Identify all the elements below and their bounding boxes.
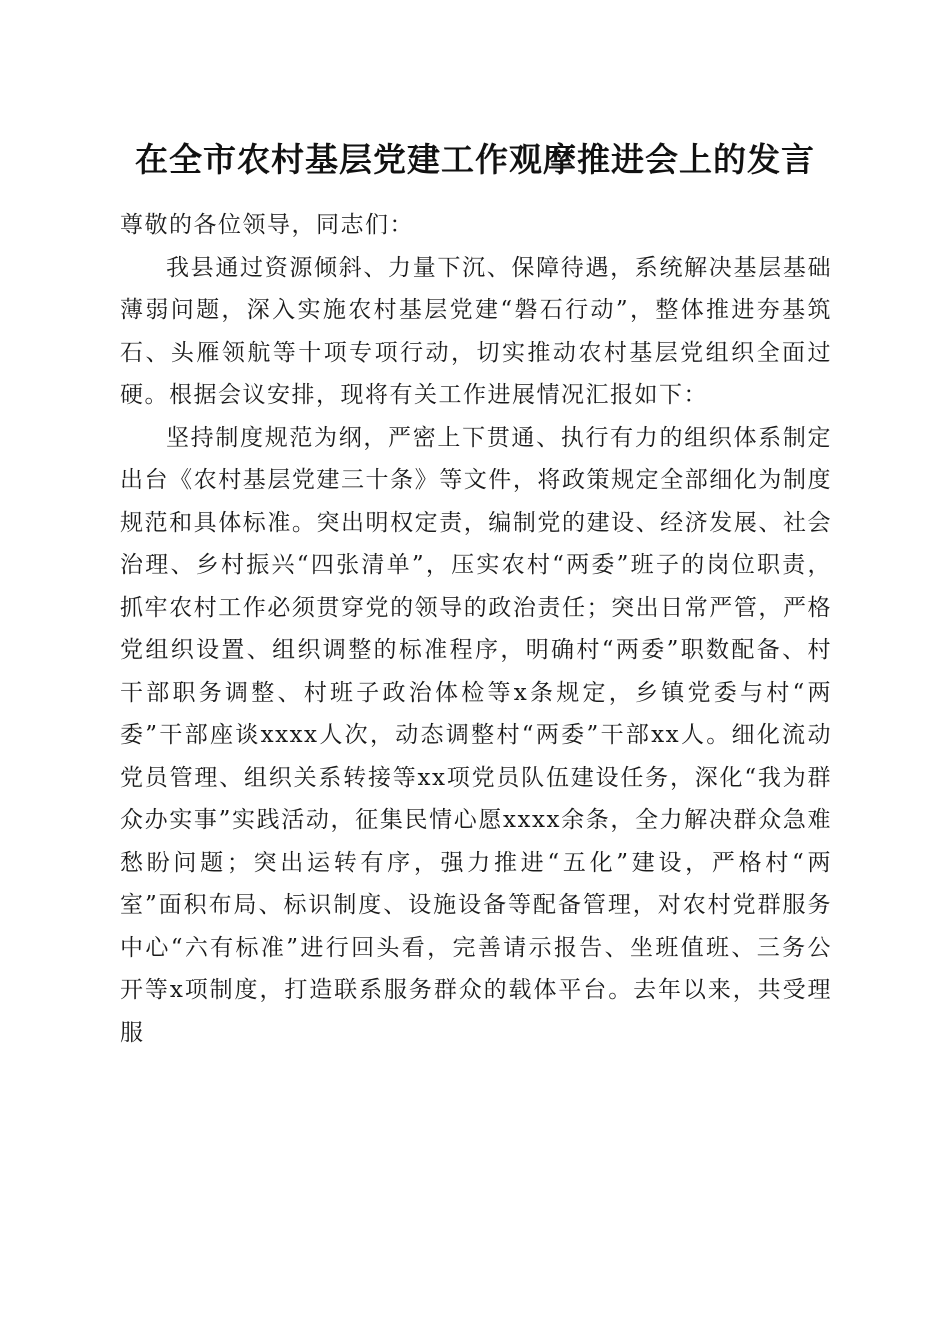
document-body (120, 204, 832, 1054)
salutation: 尊敬的各位领导，同志们： (120, 212, 414, 238)
paragraph-system: 坚持制度规范为纲，严密上下贯通、执行有力的组织体系制定出台《农村基层党建三十条》等文件，将政策规定全部细化为制度规范和具体标准。突出明权定责，编制党的建设、经济发展、社会治理、乡村振兴“四张清单”，压实农村“两委”班子的岗位职责，抓牢农村工作必须贯穿党的领导的政治责任；突出日常严管，严格党组织设置、组织调整的标准程序，明确村“两委”职数配备、村干部职务调整、村班子政治体检等x条规定，乡镇党委与村“两委”干部座谈xxxx人次，动态调整村“两委”干部xx人。细化流动党员管理、组织关系转接等xx项党员队伍建设任务，深化“我为群众办实事”实践活动，征集民情心愿xxxx余条，全力解决群众急难愁盼问题；突出运转有序，强力推进“五化”建设，严格村“两室”面积布局、标识制度、设施设备等配备管理，对农村党群服务中心“六有标准”进行回头看，完善请示报告、坐班值班、三务公开等x项制度，打造联系服务群众的载体平台。去年以来，共受理服 (120, 424, 832, 1046)
paragraph-intro: 我县通过资源倾斜、力量下沉、保障待遇，系统解决基层基础薄弱问题，深入实施农村基层党建“磐石行动”，整体推进夯基筑石、头雁领航等十项专项行动，切实推动农村基层党组织全面过硬。根据会议安排，现将有关工作进展情况汇报如下： (120, 254, 832, 408)
document-title: 在全市农村基层党建工作观摩推进会上的发言 (135, 140, 815, 179)
